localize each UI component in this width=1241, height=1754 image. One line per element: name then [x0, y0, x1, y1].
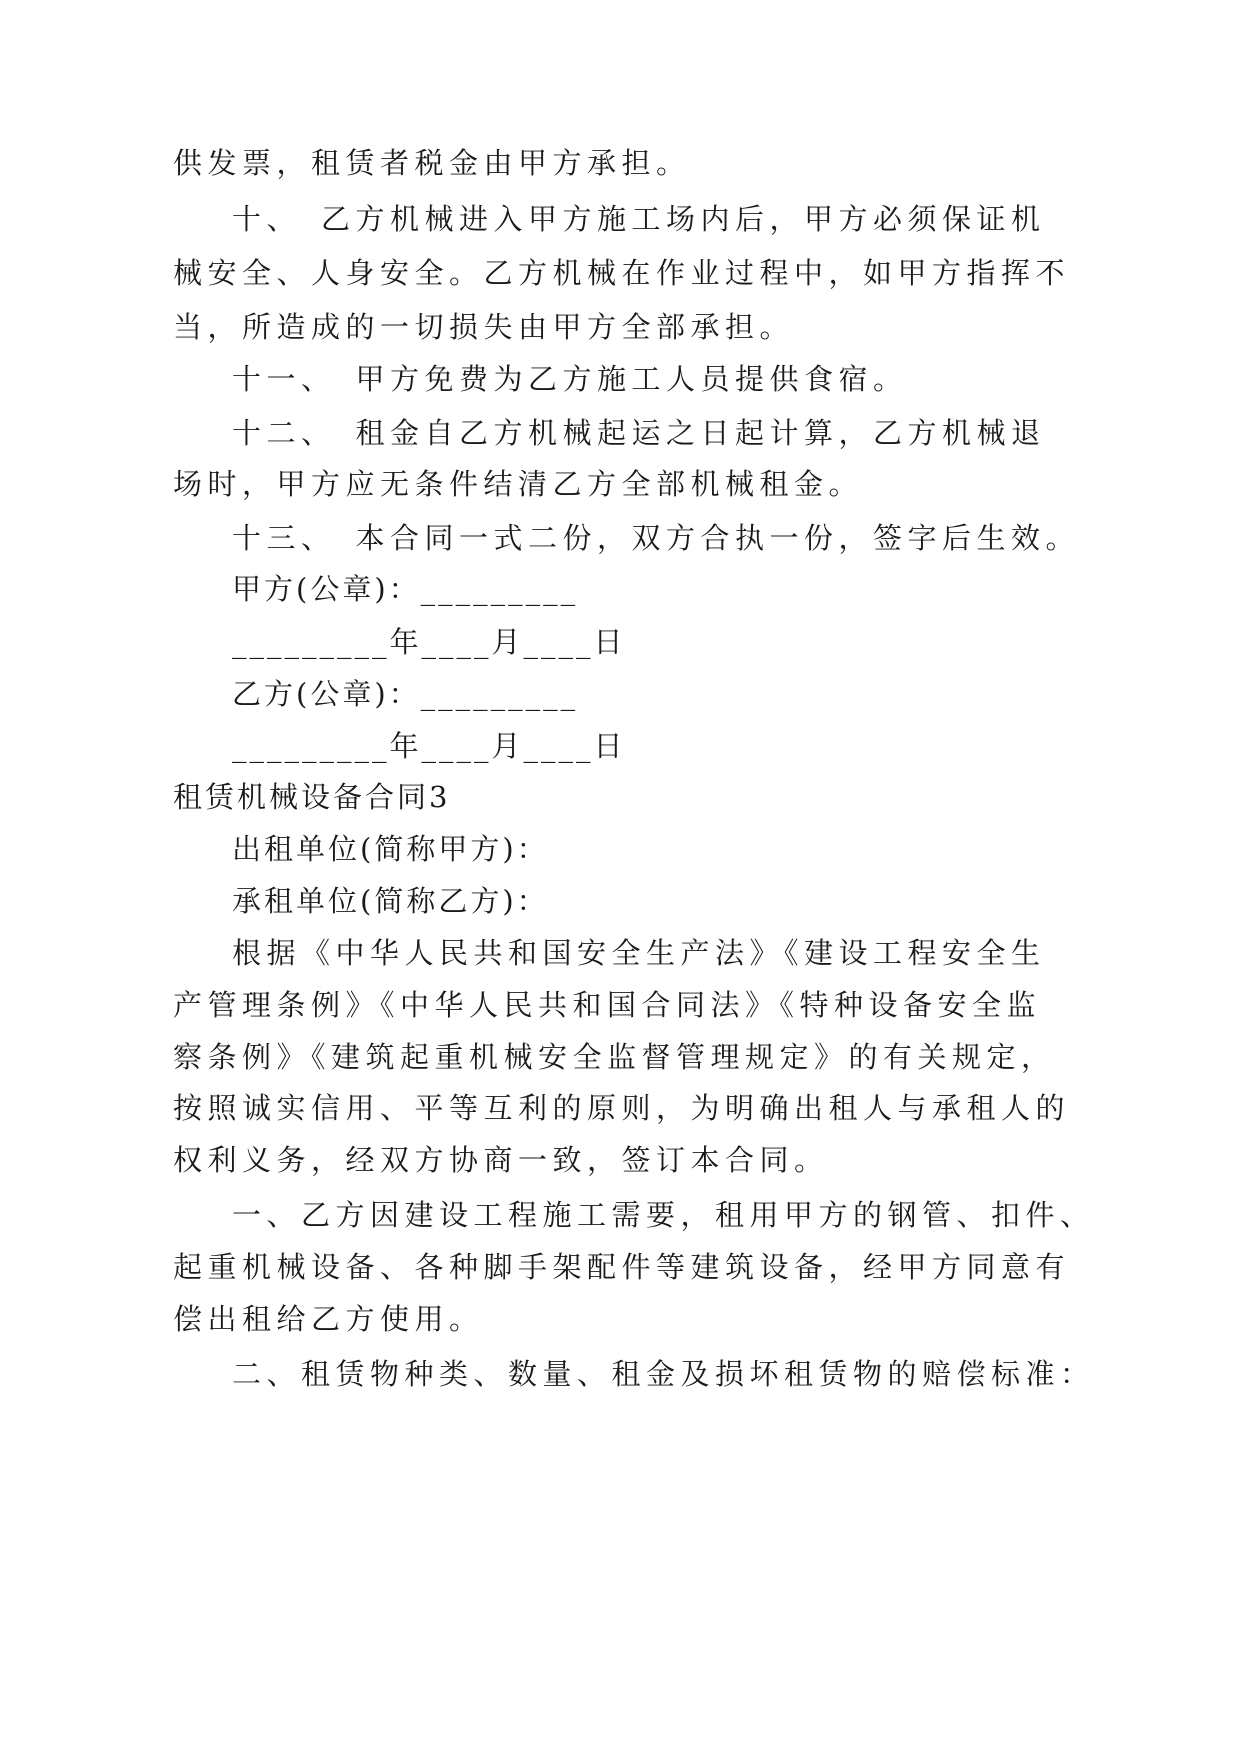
clause-13-line: 十三、 本合同一式二份，双方合执一份，签字后生效。	[232, 521, 1081, 555]
article-1-line: 一、乙方因建设工程施工需要，租用甲方的钢管、扣件、	[232, 1198, 1095, 1232]
party-a-date-line: _________年____月____日	[232, 625, 626, 659]
party-a-seal-line: 甲方(公章)：_________	[232, 572, 579, 606]
contract-title: 租赁机械设备合同3	[173, 780, 451, 814]
paragraph-line: 供发票，租赁者税金由甲方承担。	[173, 146, 691, 180]
paragraph-line: 当，所造成的一切损失由甲方全部承担。	[173, 310, 795, 344]
paragraph-line: 察条例》《建筑起重机械安全监督管理规定》的有关规定，	[173, 1040, 1056, 1074]
party-b-seal-line: 乙方(公章)：_________	[232, 677, 579, 711]
paragraph-line: 根据《中华人民共和国安全生产法》《建设工程安全生	[232, 936, 1046, 970]
lessor-line: 出租单位(简称甲方)：	[232, 832, 549, 866]
paragraph-line: 起重机械设备、各种脚手架配件等建筑设备，经甲方同意有	[173, 1250, 1071, 1284]
paragraph-line: 产管理条例》《中华人民共和国合同法》《特种设备安全监	[173, 988, 1042, 1022]
paragraph-line: 械安全、人身安全。乙方机械在作业过程中，如甲方指挥不	[173, 256, 1071, 290]
article-2-line: 二、租赁物种类、数量、租金及损坏租赁物的赔偿标准：	[232, 1357, 1095, 1391]
clause-10-line: 十、 乙方机械进入甲方施工场内后，甲方必须保证机	[232, 202, 1046, 236]
paragraph-line: 权利义务，经双方协商一致，签订本合同。	[173, 1143, 829, 1177]
paragraph-line: 场时，甲方应无条件结清乙方全部机械租金。	[173, 467, 864, 501]
party-b-date-line: _________年____月____日	[232, 729, 626, 763]
clause-12-line: 十二、 租金自乙方机械起运之日起计算，乙方机械退	[232, 416, 1046, 450]
clause-11-line: 十一、 甲方免费为乙方施工人员提供食宿。	[232, 362, 908, 396]
paragraph-line: 偿出租给乙方使用。	[173, 1302, 484, 1336]
paragraph-line: 按照诚实信用、平等互利的原则，为明确出租人与承租人的	[173, 1091, 1071, 1125]
lessee-line: 承租单位(简称乙方)：	[232, 884, 549, 918]
